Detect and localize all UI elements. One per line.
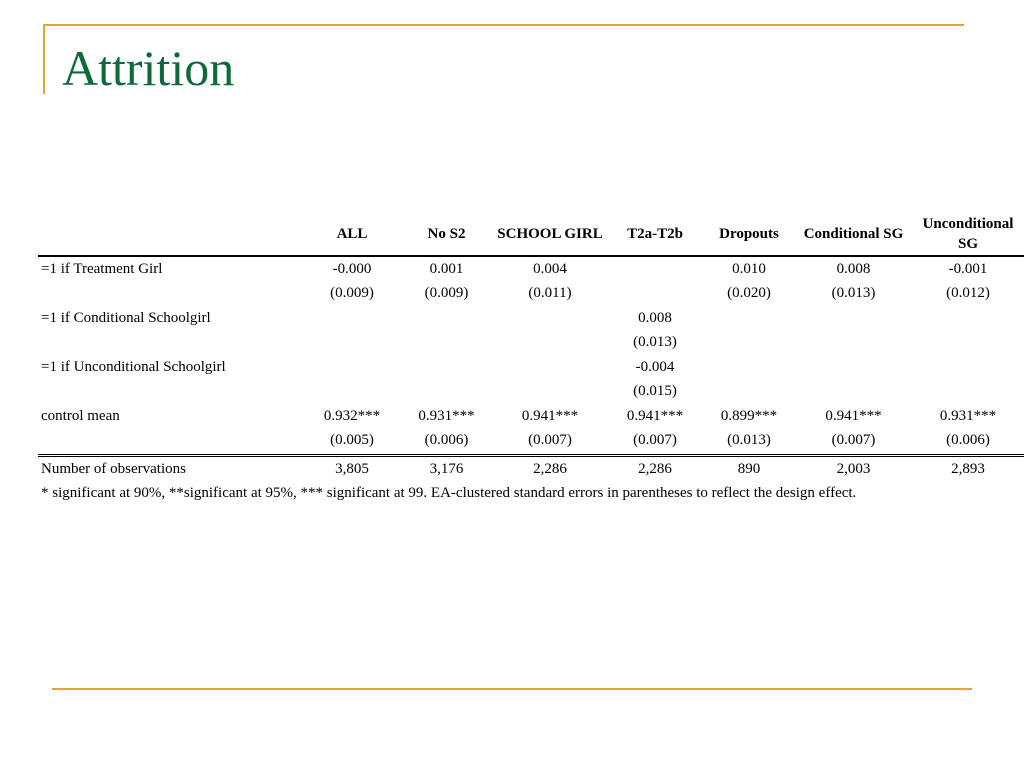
table-row (38, 306, 1024, 331)
table-cell (795, 355, 912, 380)
column-header: Unconditional SG (912, 214, 1024, 256)
table-cell (912, 355, 1024, 380)
table-cell: (0.005) (304, 429, 400, 456)
table-cell: (0.012) (946, 285, 990, 302)
table-cell: -0.001 (948, 260, 988, 277)
table-cell (400, 355, 493, 380)
column-header: No S2 (400, 214, 493, 256)
table-cell: 2,893 (951, 460, 985, 477)
table-cell: 0.941*** (521, 407, 579, 424)
table-cell (304, 355, 400, 380)
table-cell (493, 355, 607, 380)
row-label: =1 if Conditional Schoolgirl (41, 309, 211, 326)
table-cell (607, 282, 703, 307)
table-cell (400, 380, 493, 405)
table-cell: 3,176 (429, 460, 464, 477)
row-label: control mean (41, 407, 120, 424)
table-cell: (0.006) (400, 429, 493, 456)
row-label: =1 if Treatment Girl (41, 260, 163, 277)
table-cell (400, 331, 493, 356)
table-row (38, 256, 1024, 282)
note-row (38, 482, 1024, 507)
table-cell: 0.932*** (323, 407, 381, 424)
accent-line-left (43, 24, 45, 94)
table-cell: (0.009) (330, 285, 374, 302)
table-cell: 0.008 (836, 260, 871, 277)
table-cell: 0.931*** (939, 407, 997, 424)
table-cell (703, 355, 795, 380)
table-row (38, 331, 1024, 356)
slide-title: Attrition (62, 40, 235, 96)
table-cell: 2,286 (533, 460, 567, 477)
table-cell: (0.007) (607, 429, 703, 456)
table-cell: 0.899*** (720, 407, 778, 424)
table-cell: (0.007) (493, 429, 607, 456)
table-cell (795, 331, 912, 356)
column-header: SCHOOL GIRL (493, 214, 607, 256)
table-row (38, 355, 1024, 380)
significance-note: * significant at 90%, **significant at 95%, *** significant at 99. EA-clustered standard errors in parentheses to reflect the design effect. (41, 485, 857, 502)
column-header: Dropouts (703, 214, 795, 256)
table-row (38, 429, 1024, 456)
table-cell: (0.015) (633, 383, 677, 400)
accent-line-bottom (52, 688, 972, 690)
table-cell: 0.931*** (418, 407, 475, 424)
table-cell (912, 380, 1024, 405)
table-cell: -0.000 (332, 260, 372, 277)
table-cell (703, 306, 795, 331)
row-label (38, 282, 304, 307)
table-cell: (0.020) (727, 285, 771, 302)
column-header: Conditional SG (795, 214, 912, 256)
table-cell (912, 331, 1024, 356)
header-label-cell (38, 214, 304, 256)
table-cell (493, 331, 607, 356)
table-header-row (38, 214, 1024, 256)
table-cell (607, 256, 703, 282)
table-cell (795, 306, 912, 331)
table-cell: 2,003 (836, 460, 871, 477)
table-row (38, 404, 1024, 429)
table-row (38, 282, 1024, 307)
observations-row (38, 456, 1024, 482)
table-row (38, 380, 1024, 405)
table-cell: (0.006) (912, 429, 1024, 456)
table-cell: (0.013) (831, 285, 876, 302)
table-cell: 0.004 (533, 260, 567, 277)
row-label: Number of observations (41, 460, 186, 477)
table-cell: (0.009) (424, 285, 469, 302)
table-cell (703, 380, 795, 405)
table-cell (304, 380, 400, 405)
table-cell: 0.010 (732, 260, 766, 277)
table-cell (400, 306, 493, 331)
table-cell: -0.004 (635, 358, 675, 375)
table-cell: (0.013) (703, 429, 795, 456)
table-cell (795, 380, 912, 405)
table-cell: 0.001 (429, 260, 464, 277)
table-cell: 3,805 (335, 460, 369, 477)
table-cell: 0.941*** (825, 407, 882, 424)
table-cell: (0.013) (633, 334, 677, 351)
table-cell: 0.008 (638, 309, 672, 326)
row-label (38, 331, 304, 356)
table-cell: 0.941*** (626, 407, 684, 424)
table-cell: (0.011) (528, 285, 572, 302)
column-header: T2a-T2b (607, 214, 703, 256)
table-cell: 890 (737, 460, 761, 477)
table-cell: (0.007) (795, 429, 912, 456)
table-cell (493, 380, 607, 405)
table-cell: 2,286 (638, 460, 672, 477)
row-label: =1 if Unconditional Schoolgirl (41, 358, 226, 375)
table-cell (703, 331, 795, 356)
table-cell (304, 331, 400, 356)
table-cell (493, 306, 607, 331)
row-label (38, 380, 304, 405)
column-header: ALL (304, 214, 400, 256)
accent-line-top (43, 24, 964, 26)
regression-table (38, 214, 1024, 506)
row-label (38, 429, 304, 456)
table-cell (912, 306, 1024, 331)
table-cell (304, 306, 400, 331)
